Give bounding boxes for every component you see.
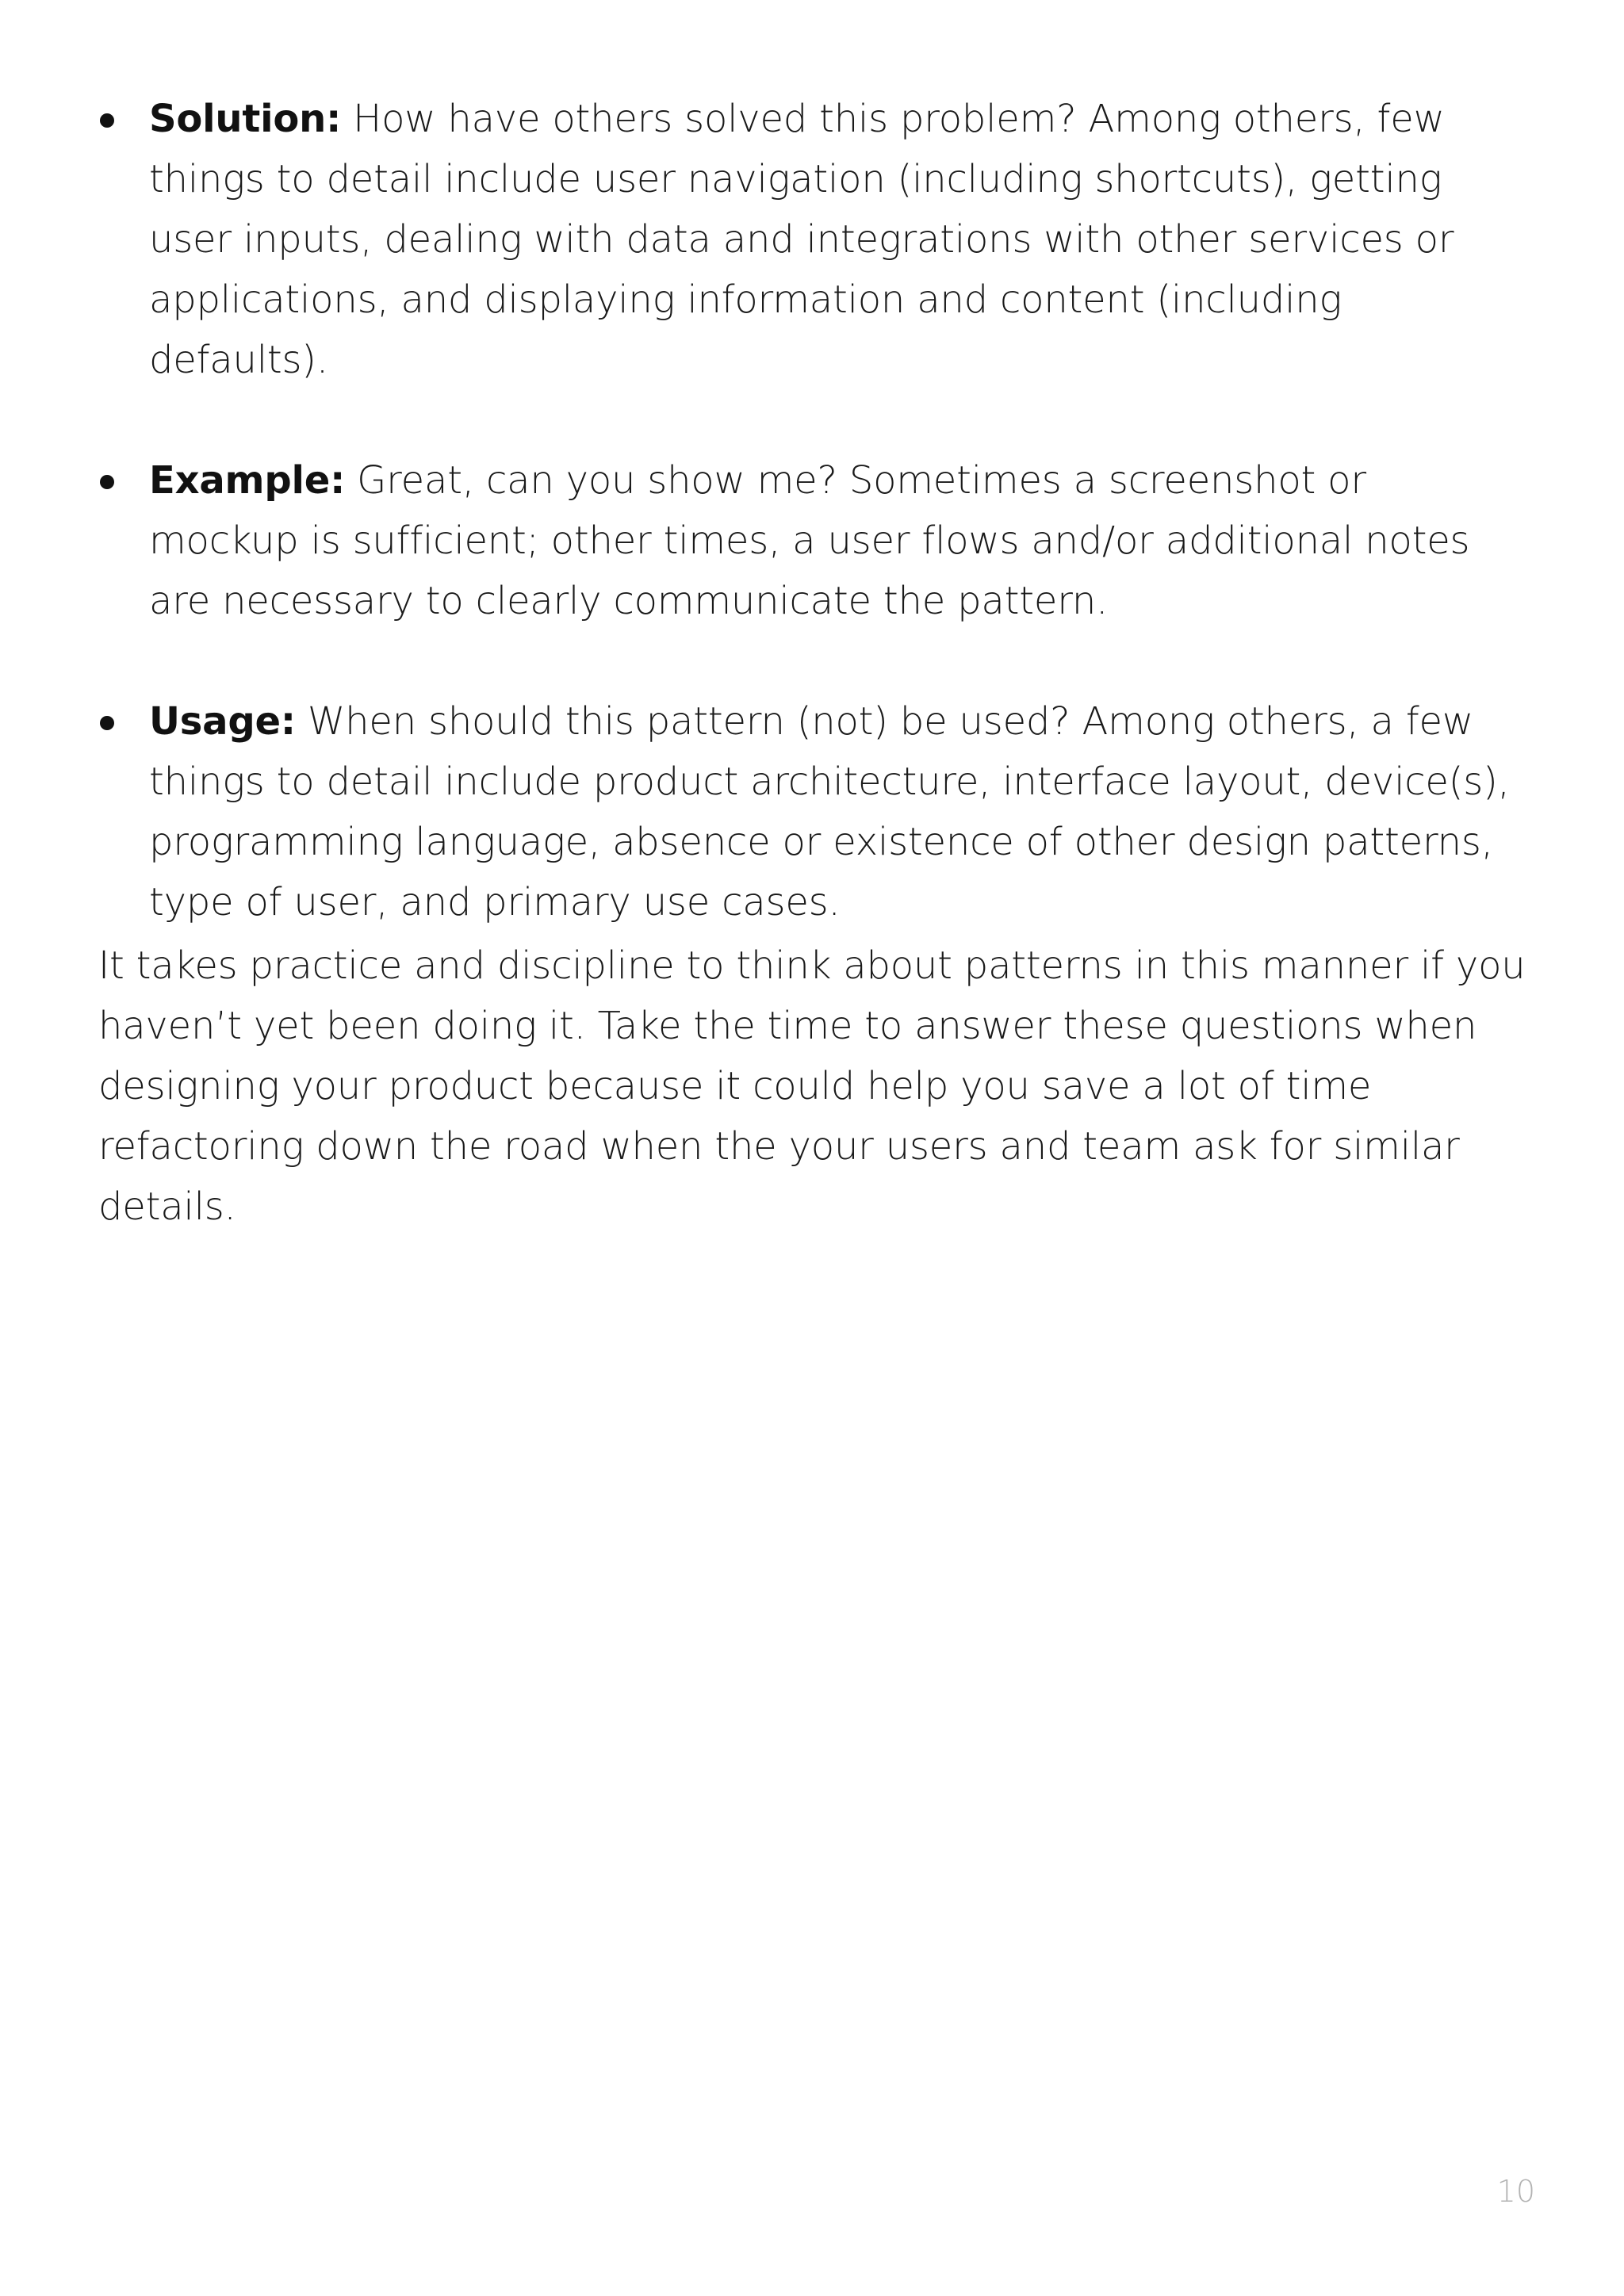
bullet-list: [98, 89, 1526, 993]
bullet-dot-icon: [100, 113, 114, 128]
bullet-term: Solution:: [149, 97, 342, 141]
bullet-text: Great, can you show me? Sometimes a screenshot or mockup is sufficient; other times, a user flows and/or additional notes are necessary to clearly communicate the pattern.: [149, 458, 1470, 623]
bullet-item-usage: [98, 691, 1526, 932]
bullet-term: Example:: [149, 458, 346, 503]
body-paragraph: It takes practice and discipline to think about patterns in this manner if you haven’t yet been doing it. Take the time to answer these questions when designing your product because it could help you save a lot of time refactoring down the road when the your users and team ask for similar details.: [98, 943, 1526, 1229]
bullet-term: Usage:: [149, 699, 296, 744]
bullet-text: How have others solved this problem? Among others, few things to detail include user navigation (including shortcuts), getting user inputs, dealing with data and integrations with other services or applications, and displaying information and content (including defaults).: [149, 97, 1454, 382]
bullet-item-solution: [98, 89, 1526, 390]
bullet-item-example: [98, 450, 1526, 631]
bullet-dot-icon: [100, 716, 114, 730]
bullet-dot-icon: [100, 475, 114, 489]
page-number: 10: [1496, 2174, 1535, 2209]
bullet-text: When should this pattern (not) be used? Among others, a few things to detail include product architecture, interface layout, device(s), programming language, absence or existence of other design patterns, type of user, and primary use cases.: [149, 699, 1510, 924]
